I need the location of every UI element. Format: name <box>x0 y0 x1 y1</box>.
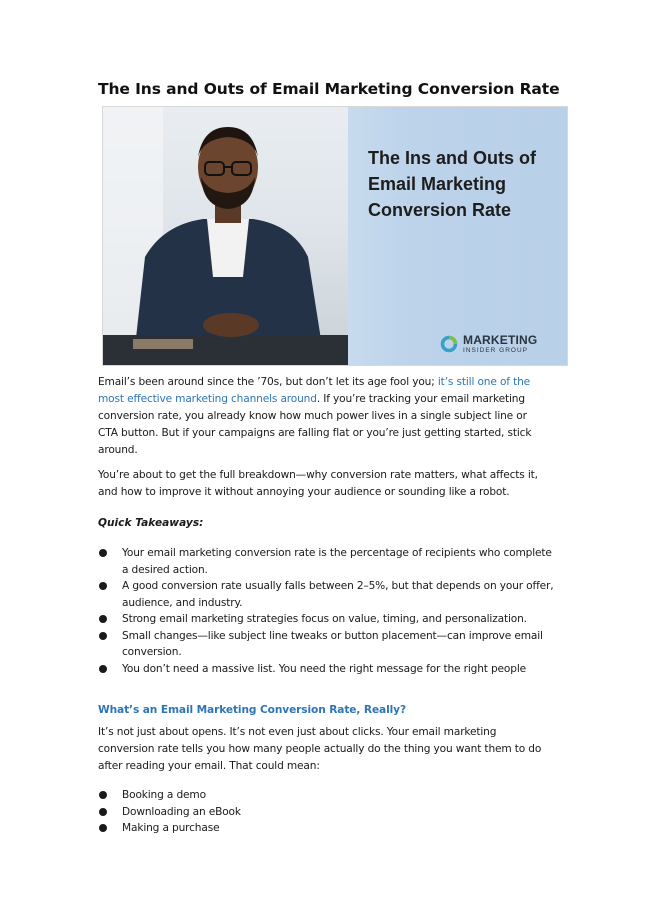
list-item-text: Booking a demo <box>122 789 206 801</box>
bullet-icon <box>99 791 107 799</box>
list-item-text: You don’t need a massive list. You need the right message for the right people <box>122 662 526 675</box>
quick-takeaways-heading: Quick Takeaways: <box>98 517 204 529</box>
page-title: The Ins and Outs of Email Marketing Conversion Rate <box>98 80 560 98</box>
list-item-text: Small changes—like subject line tweaks or button placement—can improve email conversion. <box>122 629 543 658</box>
section-heading: What’s an Email Marketing Conversion Rate, Really? <box>98 704 407 716</box>
list-item-text: Making a purchase <box>122 822 220 834</box>
bullet-icon <box>99 665 107 673</box>
bullet-icon <box>99 632 107 640</box>
bullet-icon <box>99 824 107 832</box>
list-item <box>98 804 558 821</box>
bullet-icon <box>99 808 107 816</box>
intro-paragraph-2: You’re about to get the full breakdown—why conversion rate matters, what affects it, and how to improve it without annoying your audience or sounding like a robot. <box>98 469 538 498</box>
logo-name: MARKETING <box>463 333 538 347</box>
effective-channels-link[interactable]: it’s still one of the most effective marketing channels around <box>98 376 531 405</box>
list-item <box>98 611 558 628</box>
list-item <box>98 578 558 611</box>
hero-title <box>368 145 558 223</box>
list-item <box>98 661 558 678</box>
takeaways-list <box>98 545 558 677</box>
conversion-examples-list <box>98 787 558 837</box>
list-item <box>98 545 558 578</box>
man-illustration <box>103 107 348 365</box>
intro-text: . If you’re tracking your email marketing conversion rate, you already know how much power lives in a single subject line or CTA button. But if your campaigns are falling flat or you’re just getting started, stick around. <box>98 393 532 456</box>
hero-title-line: Email Marketing <box>368 174 507 194</box>
list-item <box>98 820 558 837</box>
logo-ring-icon <box>440 335 458 353</box>
list-item-text: Strong email marketing strategies focus on value, timing, and personalization. <box>122 613 527 625</box>
list-item <box>98 628 558 661</box>
bullet-icon <box>99 615 107 623</box>
list-item-text: A good conversion rate usually falls between 2–5%, but that depends on your offer, audience, and industry. <box>122 580 554 609</box>
list-item-text: Downloading an eBook <box>122 805 241 818</box>
section-paragraph: It’s not just about opens. It’s not even just about clicks. Your email marketing conversion rate tells you how many people actually do the thing you want them to do after reading your email. That could mean: <box>98 726 542 772</box>
bullet-icon <box>99 582 107 590</box>
logo-subtitle: INSIDER GROUP <box>463 347 529 354</box>
bullet-icon <box>99 549 107 557</box>
intro-text: Email’s been around since the ’70s, but don’t let its age fool you; <box>98 376 438 388</box>
list-item <box>98 787 558 804</box>
hero-title-line: Conversion Rate <box>368 200 512 220</box>
hero-image <box>103 107 567 365</box>
hero-title-line: The Ins and Outs of <box>368 148 537 168</box>
list-item-text: Your email marketing conversion rate is the percentage of recipients who complete a desired action. <box>122 547 552 576</box>
marketing-insider-group-logo <box>440 333 560 357</box>
intro-paragraph-1 <box>98 374 548 459</box>
